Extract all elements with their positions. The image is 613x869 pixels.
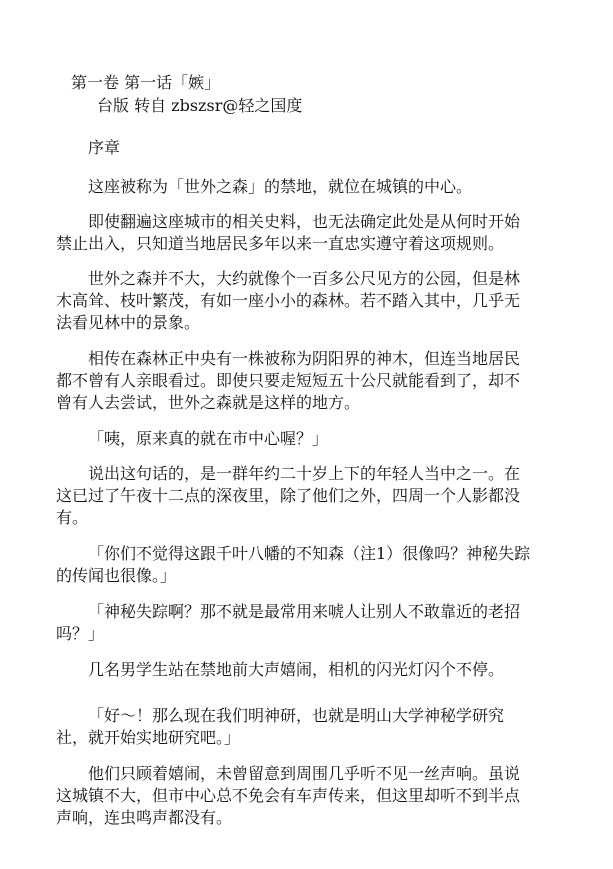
paragraph-line: 「你们不觉得这跟千叶八幡的不知森（注1）很像吗？神秘失踪 [88, 544, 531, 563]
paragraph-line: 世外之森并不大，大约就像个一百多公尺见方的公园，但是林 [88, 269, 521, 288]
paragraph-line: 这城镇不大，但市中心总不免会有车声传来，但这里却听不到半点 [56, 786, 521, 805]
paragraph-line: 这座被称为「世外之森」的禁地，就位在城镇的中心。 [88, 177, 473, 196]
paragraph-line: 说出这句话的，是一群年约二十岁上下的年轻人当中之一。在 [88, 464, 521, 483]
paragraph-line: 的传闻也很像。」 [56, 566, 177, 585]
paragraph-line: 相传在森林正中央有一株被称为阴阳界的神木，但连当地居民 [88, 349, 521, 368]
paragraph-line: 即使翻遍这座城市的相关史料，也无法确定此处是从何时开始 [88, 212, 521, 231]
chapter-title: 第一卷 第一话「嫉」 [71, 73, 221, 92]
paragraph-line: 「好～！那么现在我们明神研，也就是明山大学神秘学研究 [88, 706, 505, 725]
paragraph-line: 他们只顾着嬉闹，未曾留意到周围几乎听不见一丝声响。虽说 [88, 764, 521, 783]
paragraph-line: 曾有人去尝试，世外之森就是这样的地方。 [56, 393, 361, 412]
paragraph-line: 这已过了午夜十二点的深夜里，除了他们之外，四周一个人影都没 [56, 486, 521, 505]
paragraph-line: 有。 [56, 508, 89, 527]
paragraph-line: 吗？」 [56, 624, 105, 643]
paragraph-line: 几名男学生站在禁地前大声嬉闹，相机的闪光灯闪个不停。 [88, 660, 505, 679]
paragraph-line: 都不曾有人亲眼看过。即使只要走短短五十公尺就能看到了，却不 [56, 371, 521, 390]
paragraph-line: 社，就开始实地研究吧。」 [56, 728, 241, 747]
paragraph-line: 禁止出入，只知道当地居民多年以来一直忠实遵守着这项规则。 [56, 234, 505, 253]
paragraph-line: 「神秘失踪啊？那不就是最常用来唬人让别人不敢靠近的老招 [88, 602, 521, 621]
paragraph-line: 声响，连虫鸣声都没有。 [56, 808, 233, 827]
paragraph-line: 「咦，原来真的就在市中心喔？」 [88, 429, 329, 448]
source-line: 台版 转自 zbszsr@轻之国度 [97, 96, 303, 115]
paragraph-line: 法看见林中的景象。 [56, 313, 201, 332]
paragraph-line: 木高耸、枝叶繁茂，有如一座小小的森林。若不踏入其中，几乎无 [56, 291, 521, 310]
section-title: 序章 [88, 138, 121, 157]
